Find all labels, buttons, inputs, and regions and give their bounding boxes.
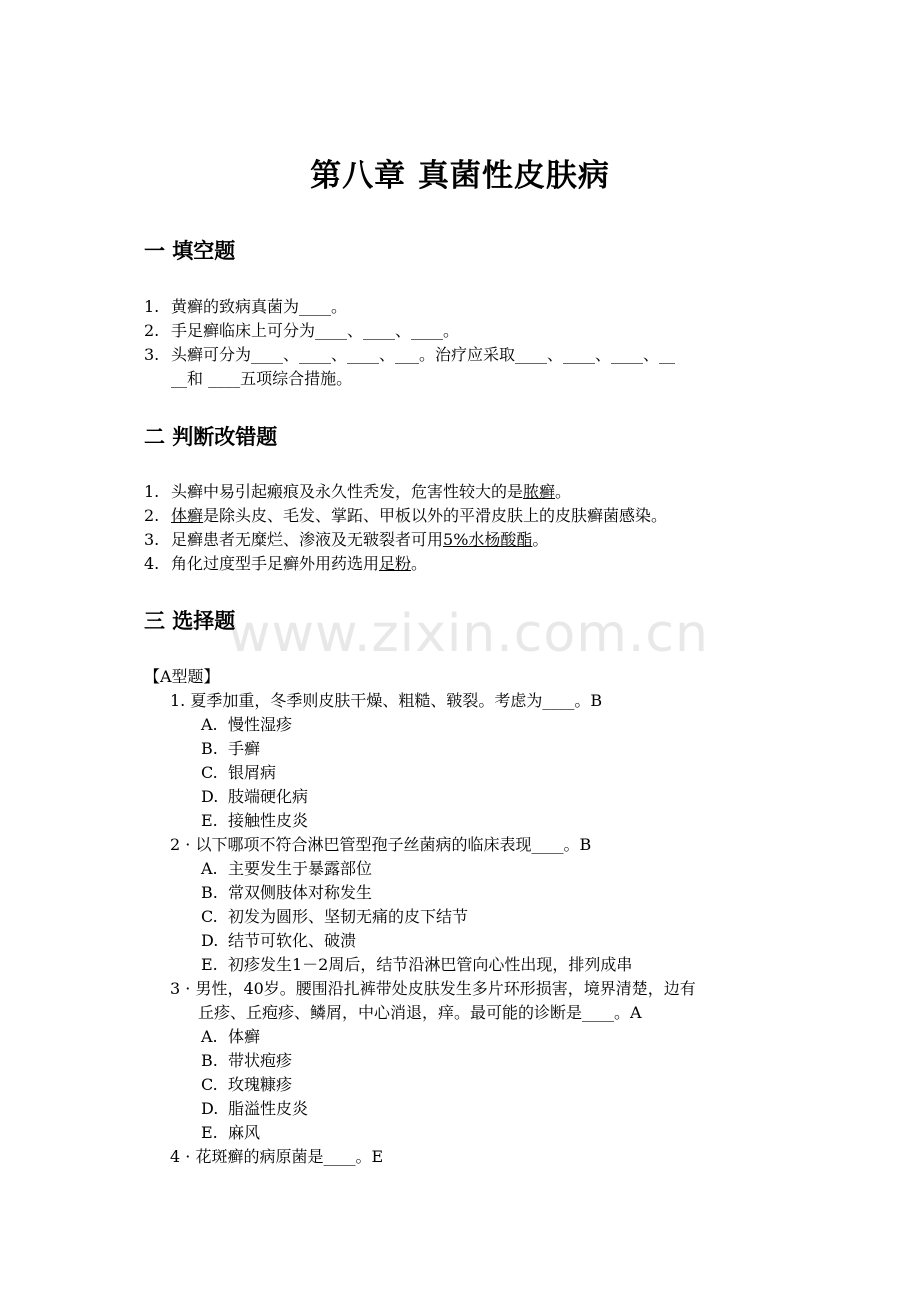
option-letter: B. [201, 883, 218, 902]
option-letter: A. [201, 715, 218, 734]
option-letter: D. [201, 787, 219, 806]
watermark: www.zixin.com.cn [228, 604, 709, 664]
item-number: 1. [144, 297, 160, 316]
option-text: 初发为圆形、坚韧无痛的皮下结节 [228, 907, 469, 926]
item-number: 2. [144, 506, 160, 525]
question-stem: 3 · 男性，40岁。腰围沿扎裤带处皮肤发生多片环形损害，境界清楚，边有 [170, 979, 696, 998]
item-text-post: 。 [411, 554, 428, 573]
page-title: 第八章 真菌性皮肤病 [310, 158, 610, 194]
option-letter: E. [201, 1123, 218, 1142]
judge-item [144, 504, 667, 528]
underlined-term: 体癣 [171, 506, 204, 525]
answer-option [201, 1121, 260, 1145]
item-text: 头癣可分为____、____、____、___。治疗应采取____、____、____、__ [171, 345, 676, 364]
option-text: 肢端硬化病 [228, 787, 309, 806]
item-text-post: 。 [555, 482, 572, 501]
section-heading-choice: 三 选择题 [144, 609, 236, 633]
answer-option [201, 1025, 260, 1049]
option-letter: B. [201, 1051, 218, 1070]
item-number: 3. [144, 345, 160, 364]
item-number: 1. [144, 482, 160, 501]
answer-option [201, 1097, 308, 1121]
option-text: 银屑病 [228, 763, 277, 782]
answer-option [201, 857, 372, 881]
answer-option [201, 785, 308, 809]
option-letter: E. [201, 811, 218, 830]
question-stem: 2 · 以下哪项不符合淋巴管型孢子丝菌病的临床表现____。B [170, 835, 592, 854]
question-stem: 4 · 花斑癣的病原菌是____。E [170, 1147, 384, 1166]
option-text: 结节可软化、破溃 [228, 931, 357, 950]
judge-item [144, 480, 571, 504]
underlined-term: 5%水杨酸酯 [443, 530, 533, 549]
option-letter: C. [201, 763, 218, 782]
option-text: 手癣 [228, 739, 261, 758]
option-text: 常双侧肢体对称发生 [228, 883, 373, 902]
answer-option [201, 1049, 292, 1073]
item-text-pre: 足癣患者无糜烂、渗液及无皲裂者可用 [171, 530, 444, 549]
option-text: 慢性湿疹 [228, 715, 293, 734]
option-text: 接触性皮炎 [228, 811, 309, 830]
option-letter: D. [201, 931, 219, 950]
option-letter: C. [201, 907, 218, 926]
option-text: 麻风 [228, 1123, 261, 1142]
option-text: 玫瑰糠疹 [228, 1075, 293, 1094]
item-text-post: 是除头皮、毛发、掌跖、甲板以外的平滑皮肤上的皮肤癣菌感染。 [203, 506, 668, 525]
option-letter: A. [201, 859, 218, 878]
fill-item [144, 319, 459, 343]
option-letter: D. [201, 1099, 219, 1118]
option-text: 体癣 [228, 1027, 261, 1046]
answer-option [201, 713, 292, 737]
question-stem: 1. 夏季加重，冬季则皮肤干燥、粗糙、皲裂。考虑为____。B [170, 691, 603, 710]
answer-option [201, 881, 372, 905]
option-text: 脂溢性皮炎 [228, 1099, 309, 1118]
question-stem-continuation: 丘疹、丘疱疹、鳞屑，中心消退，痒。最可能的诊断是____。A [198, 1003, 642, 1022]
underlined-term: 脓癣 [523, 482, 556, 501]
fill-item-continuation: __和 ____五项综合措施。 [171, 369, 353, 388]
item-number: 2. [144, 321, 160, 340]
option-letter: E. [201, 955, 218, 974]
option-letter: B. [201, 739, 218, 758]
question-type-heading: 【A型题】 [144, 667, 220, 686]
option-text: 初疹发生1－2周后，结节沿淋巴管向心性出现，排列成串 [228, 955, 633, 974]
answer-option [201, 761, 276, 785]
underlined-term: 足粉 [379, 554, 412, 573]
item-number: 3. [144, 530, 160, 549]
section-heading-fill: 一 填空题 [144, 239, 236, 263]
answer-option [201, 1073, 292, 1097]
answer-option [201, 737, 260, 761]
option-letter: A. [201, 1027, 218, 1046]
answer-option [201, 929, 356, 953]
item-number: 4. [144, 554, 160, 573]
option-letter: C. [201, 1075, 218, 1094]
answer-option [201, 905, 468, 929]
section-heading-judge: 二 判断改错题 [144, 425, 278, 449]
judge-item [144, 528, 548, 552]
answer-option [201, 953, 632, 977]
fill-item [144, 295, 347, 319]
item-text-pre: 头癣中易引起瘢痕及永久性秃发，危害性较大的是 [171, 482, 524, 501]
item-text: 手足癣临床上可分为____、____、____。 [171, 321, 460, 340]
item-text: 黄癣的致病真菌为____。 [171, 297, 348, 316]
fill-item [144, 343, 675, 367]
option-text: 主要发生于暴露部位 [228, 859, 373, 878]
item-text-pre: 角化过度型手足癣外用药选用 [171, 554, 380, 573]
judge-item [144, 552, 427, 576]
answer-option [201, 809, 308, 833]
item-text-post: 。 [532, 530, 549, 549]
option-text: 带状疱疹 [228, 1051, 293, 1070]
